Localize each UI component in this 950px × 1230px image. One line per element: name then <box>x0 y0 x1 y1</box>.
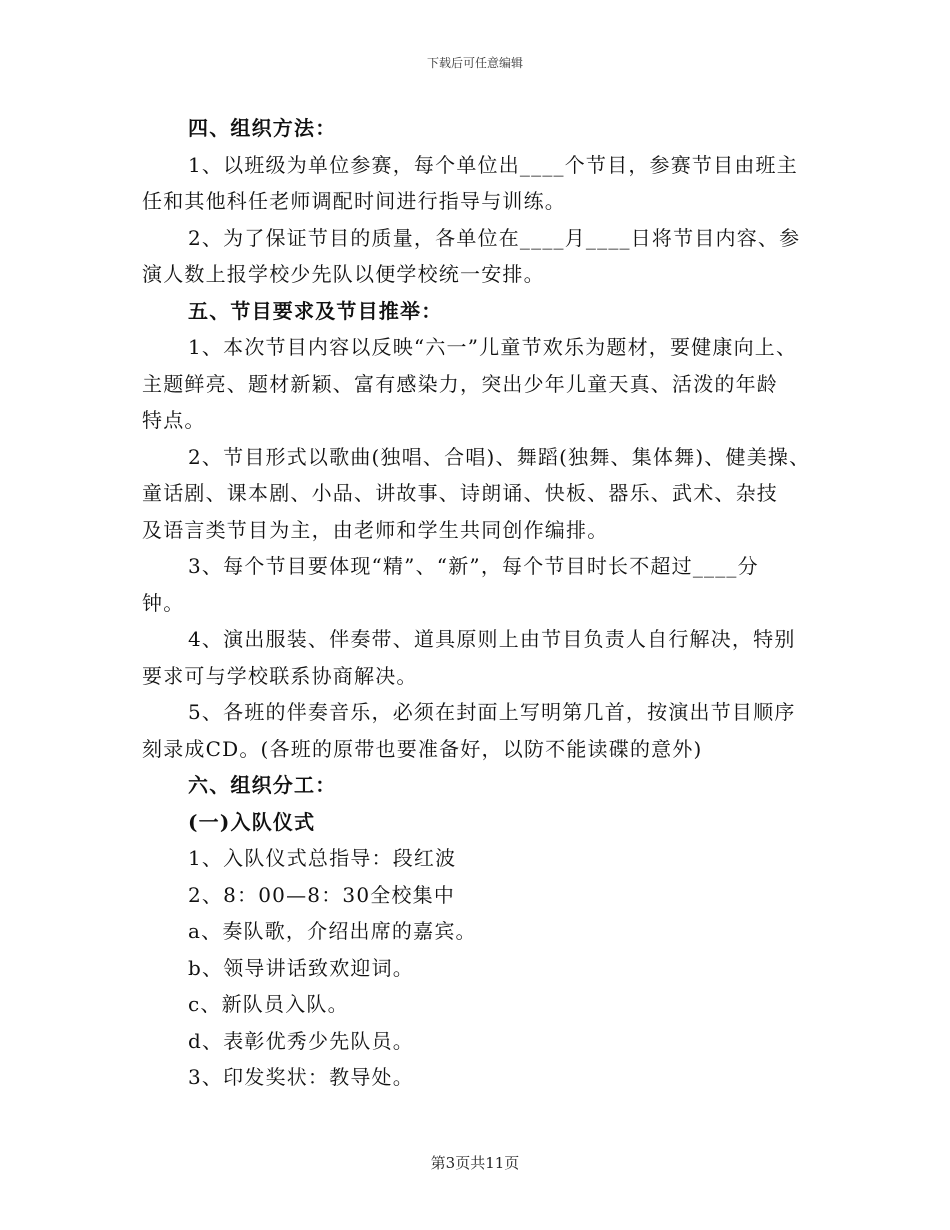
subsection-heading-induction-ceremony: (一)入队仪式 <box>188 809 316 834</box>
list-item: a、奏队歌，介绍出席的嘉宾。 <box>188 919 477 943</box>
page-number-footer: 第3页共11页 <box>430 1154 520 1172</box>
paragraph-line: 2、为了保证节目的质量，各单位在____月____日将节目内容、参 <box>188 225 801 250</box>
section-heading-organization-method: 四、组织方法： <box>188 116 337 140</box>
paragraph-line: 5、各班的伴奏音乐，必须在封面上写明第几首，按演出节目顺序 <box>188 700 796 724</box>
list-item: 2、8：00—8：30全校集中 <box>188 882 456 907</box>
list-item: b、领导讲话致欢迎词。 <box>188 955 415 980</box>
document-body <box>142 110 832 1096</box>
paragraph-line: 2、节目形式以歌曲(独唱、合唱)、舞蹈(独舞、集体舞)、健美操、 <box>188 444 811 469</box>
paragraph-line: 1、以班级为单位参赛，每个单位出____个节目，参赛节目由班主 <box>188 152 798 177</box>
paragraph-line: 要求可与学校联系协商解决。 <box>142 663 418 688</box>
paragraph-line: 任和其他科任老师调配时间进行指导与训练。 <box>142 189 566 213</box>
paragraph-line: 主题鲜亮、题材新颖、富有感染力，突出少年儿童天真、活泼的年龄 <box>142 371 778 396</box>
list-item: 1、入队仪式总指导：段红波 <box>188 846 457 870</box>
paragraph-line: 刻录成CD。(各班的原带也要准备好，以防不能读碟的意外) <box>142 736 703 761</box>
paragraph-line: 1、本次节目内容以反映“六一”儿童节欢乐为题材，要健康向上、 <box>188 335 798 359</box>
list-item: c、新队员入队。 <box>188 992 349 1016</box>
section-heading-program-requirements: 五、节目要求及节目推举： <box>188 298 443 323</box>
list-item: 3、印发奖状：教导处。 <box>188 1065 414 1089</box>
paragraph-line: 4、演出服装、伴奏带、道具原则上由节目负责人自行解决，特别 <box>188 627 796 651</box>
paragraph-line: 特点。 <box>142 408 206 432</box>
page-header-note: 下载后可任意编辑 <box>426 56 523 70</box>
paragraph-line: 及语言类节目为主，由老师和学生共同创作编排。 <box>142 517 609 542</box>
paragraph-line: 童话剧、课本剧、小品、讲故事、诗朗诵、快板、器乐、武术、杂技 <box>142 481 778 505</box>
paragraph-line: 钟。 <box>142 590 185 615</box>
list-item: d、表彰优秀少先队员。 <box>188 1028 415 1053</box>
paragraph-line: 演人数上报学校少先队以便学校统一安排。 <box>142 262 545 286</box>
paragraph-line: 3、每个节目要体现“精”、“新”，每个节目时长不超过____分 <box>188 554 759 578</box>
section-heading-division-of-work: 六、组织分工： <box>188 773 337 797</box>
